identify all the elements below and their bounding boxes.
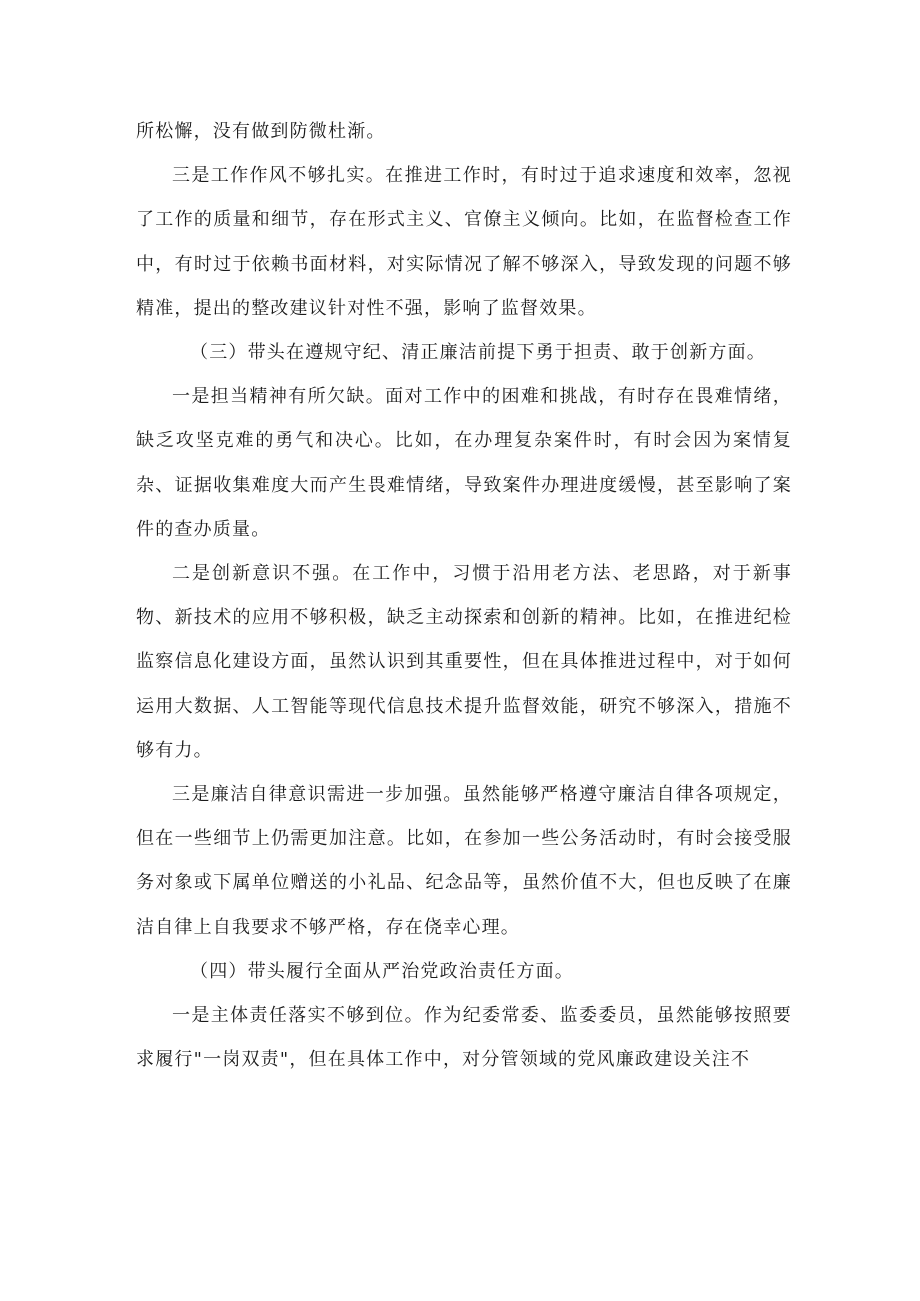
paragraph-responsibility: 一是担当精神有所欠缺。面对工作中的困难和挑战，有时存在畏难情绪，缺乏攻坚克难的勇气和决心。比如，在办理复杂案件时，有时会因为案情复杂、证据收集难度大而产生畏难情绪，导致案件办理进度缓慢，甚至影响了案件的查办质量。 [136,386,792,540]
paragraph-integrity: 三是廉洁自律意识需进一步加强。虽然能够严格遵守廉洁自律各项规定，但在一些细节上仍需更加注意。比如，在参加一些公务活动时，有时会接受服务对象或下属单位赠送的小礼品、纪念品等，虽然价值不大，但也反映了在廉洁自律上自我要求不够严格，存在侥幸心理。 [136,784,792,938]
paragraph-main-responsibility: 一是主体责任落实不够到位。作为纪委常委、监委委员，虽然能够按照要求履行"一岗双责"，但在具体工作中，对分管领域的党风廉政建设关注不 [136,1005,792,1071]
section-heading-3: （三）带头在遵规守纪、清正廉洁前提下勇于担责、敢于创新方面。 [190,342,766,364]
document-body [136,110,792,1082]
paragraph-innovation: 二是创新意识不强。在工作中，习惯于沿用老方法、老思路，对于新事物、新技术的应用不够积极，缺乏主动探索和创新的精神。比如，在推进纪检监察信息化建设方面，虽然认识到其重要性，但在具体推进过程中，对于如何运用大数据、人工智能等现代信息技术提升监督效能，研究不够深入，措施不够有力。 [136,563,792,761]
paragraph-work-style: 三是工作作风不够扎实。在推进工作时，有时过于追求速度和效率，忽视了工作的质量和细节，存在形式主义、官僚主义倾向。比如，在监督检查工作中，有时过于依赖书面材料，对实际情况了解不够深入，导致发现的问题不够精准，提出的整改建议针对性不强，影响了监督效果。 [136,165,792,319]
section-heading-4: （四）带头履行全面从严治党政治责任方面。 [190,960,574,982]
paragraph-continuation: 所松懈，没有做到防微杜渐。 [136,121,386,142]
